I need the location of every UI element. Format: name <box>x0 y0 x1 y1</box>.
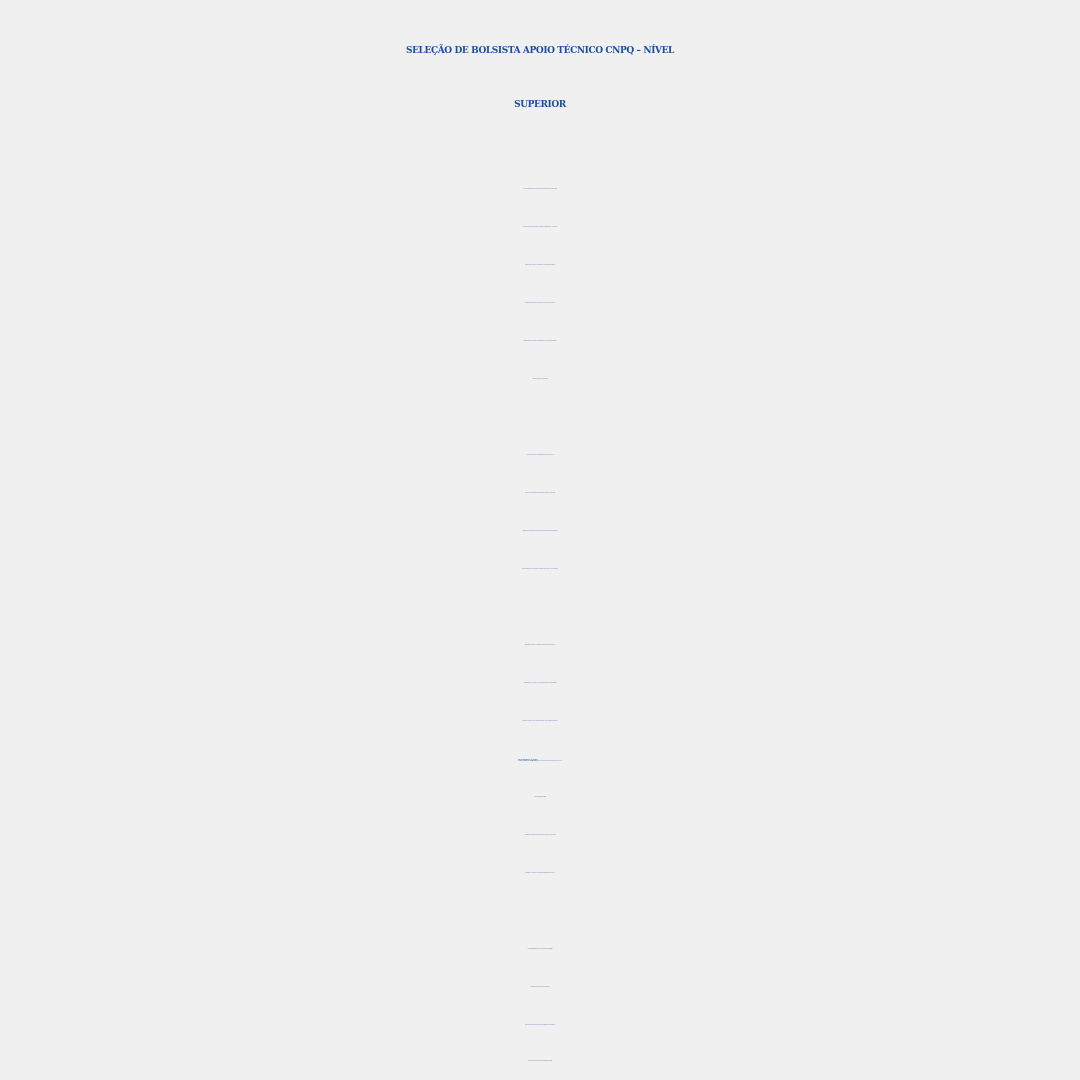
description-line-1: VAGA PARA BOLSISTA DE APOIO TÉCNICO EM PROJETO FINANCIADO PELO CNPQ <box>523 189 557 190</box>
envio-line <box>0 742 1080 780</box>
documentos-line-1: A) CURRÍCULO LATTES B) CÓPIA DO DIPLOMA DA GRADUAÇÃO C) CÓPIA DO <box>524 835 556 836</box>
bolsa-value-line: O VALOR MENSAL DA BOLSA É R$ 550,00 COM DURAÇÃO DE 1 ANO. <box>526 455 554 456</box>
documentos-line-2: HISTÓRICO DA GRADUAÇÃO D) CARTA DE INTERESSE PELO PROJETO <box>525 873 555 874</box>
dedicacao-line: DEDICAÇÃO: 12 HORAS SEMANAIS (HORÁRIO FLEXÍVEL E NEGOCIADO). <box>524 493 556 494</box>
description-line-3: DIREITOS PARA A POPULAÇÃO LGBTQIA+? COMPREENSÕES SOBRE AS <box>525 265 555 266</box>
periodo-line: NO PERÍODO DA TARDE E DE FORMA REMOTA. <box>530 987 550 988</box>
requisitos-line-2: PROATIVIDADE C) O CANIDATO NÃO PODE TER OUTRAS BOLSAS D) PODE TER <box>523 683 557 684</box>
atribuicoes-line-1: ATRIBUIÇÕES DO BOLSISTA: ·REALIZAR E TRANSCREVER ENTREVISTAS ·ESCRITA DE <box>522 531 558 532</box>
title-line-1: SELEÇÃO DE BOLSISTA APOIO TÉCNICO CNPQ – NÍVEL <box>406 46 674 56</box>
description-line-4: DESIGUALDADES SOCIAIS E COMO MITIGÁ-LAS”. COORDENADO PELXS <box>525 303 555 304</box>
description-line-2: “O QUE QUEREM OS MOVIMENTOS FEMINISTAS, ANTIRRACISTAS E A FAVOR DOS <box>522 227 558 228</box>
contact-email: OLIVIAPEREZ@UFPI.EDU.BR <box>534 797 546 798</box>
title-line-2: SUPERIOR <box>514 100 566 110</box>
description-line-6: GUSTAVO GOMES DA COSTA (UFPE). <box>532 379 548 380</box>
requisitos-line-1: REQUISITOS: A) FORMAÇÃO: SUPERIOR COMPLETO B) COMUNICAÇÃO E <box>524 645 556 646</box>
requisitos-line-3: TRABALHO FORMAL CASO COMPROVE DISPOR DE CARGA HORÁRIA COMPATÍVEL <box>522 721 558 722</box>
envio-prefix: INTERESSADXS, <box>518 758 539 762</box>
envio-text: ENVIAR OS SEGUINTES DOCUMENTOS PARA O E-MAIL <box>538 761 562 762</box>
description-line-5: PROFESSORXS OLIVIA CRISTINA PEREZ (UFPI) JOANA VAZ DE MOURA (UFRN) E <box>523 341 557 342</box>
atribuicoes-line-2: TEXTOS - PREPARAÇÃO DE MATERIAL E EVENTOS PARA A DIVULGAÇÃO DA PESQUISA <box>522 569 558 570</box>
etapas-line: ETAPAS DO PROCESSO SELETIVO: ANÁLISE CURRICULAR E ENTREVISTA <box>524 1025 556 1026</box>
informacoes-line: INFORMAÇÕES ADICIONAIS: OLIVIAPEREZ@UFPI.EDU.BR <box>527 1061 553 1062</box>
prazo-line: PRAZO: 02/05/2022 REALIZAÇÃO DA ENTREVISTA: 04/05/2022 <box>527 949 553 950</box>
